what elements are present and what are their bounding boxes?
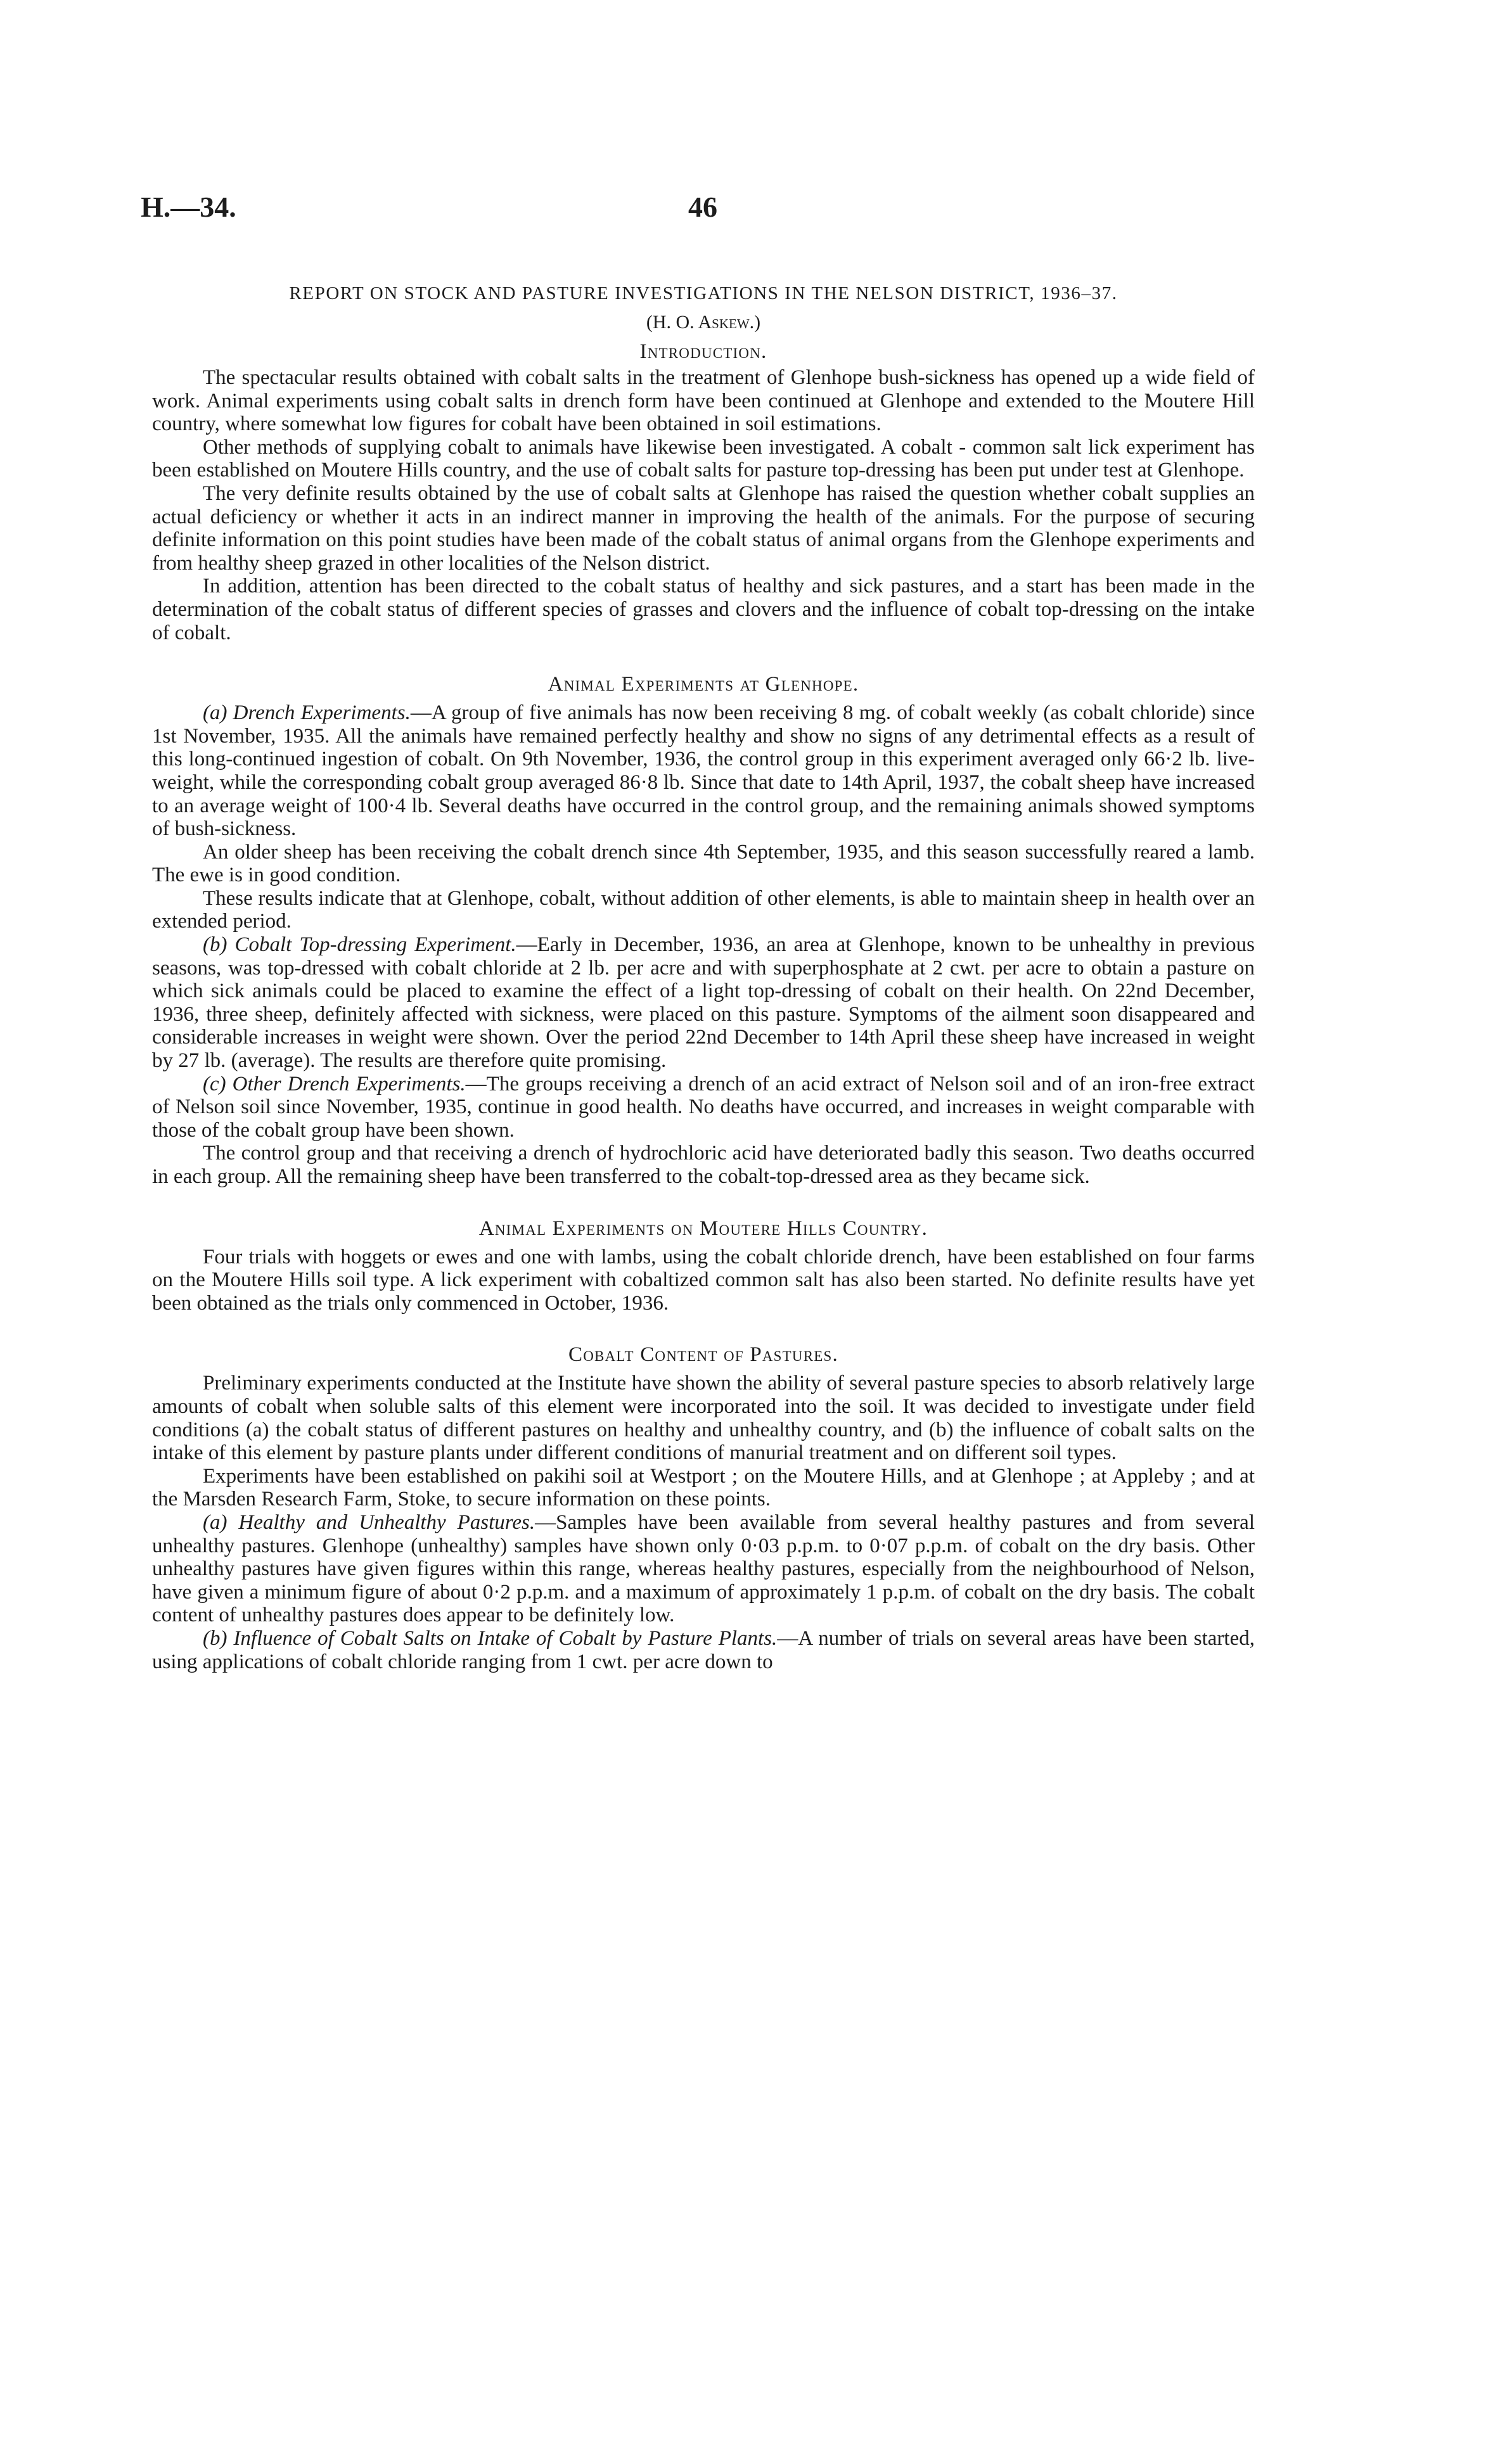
paragraph: The control group and that receiving a drench of hydrochloric acid have deteriorated badly this season. Two deaths occurred in each group. All the remaining sheep have been transferred to the cobalt-top-dressed area as they became sick. (152, 1142, 1255, 1188)
paragraph-text: —The groups receiving a drench of an acid extract of Nelson soil and of an iron-free extract of Nelson soil since November, 1935, continue in good health. No deaths have occurred, and increases in weight comparable with those of the cobalt group have been shown. (152, 1072, 1255, 1142)
report-title: REPORT ON STOCK AND PASTURE INVESTIGATIONS IN THE NELSON DISTRICT, 1936–37. (289, 283, 1118, 303)
paragraph: The very definite results obtained by the use of cobalt salts at Glenhope has raised the question whether cobalt supplies an actual deficiency or whether it acts in an indirect manner in improving the health of the animals. For the purpose of securing definite information on this point studies have been made of the cobalt status of animal organs from the Glenhope experiments and from healthy sheep grazed in other localities of the Nelson district. (152, 482, 1255, 575)
page-number: 46 (688, 191, 717, 223)
paragraph-lead: (a) Healthy and Unhealthy Pastures. (203, 1510, 535, 1534)
paragraph: An older sheep has been receiving the cobalt drench since 4th September, 1935, and this season successfully reared a lamb. The ewe is in good condition. (152, 840, 1255, 887)
paragraph-other-drench-experiments (152, 1073, 1255, 1142)
paragraph-text: —A number of trials on several areas have been started, using applications of cobalt chloride ranging from 1 cwt. per acre down to (152, 1626, 1255, 1673)
paragraph-healthy-unhealthy-pastures (152, 1511, 1255, 1627)
paragraph-lead: (c) Other Drench Experiments. (203, 1072, 466, 1095)
section-heading-introduction: Introduction. (639, 340, 767, 363)
author-line: (H. O. Askew.) (646, 312, 761, 333)
paragraph-lead: (b) Influence of Cobalt Salts on Intake of Cobalt by Pasture Plants. (203, 1626, 778, 1650)
paragraph: These results indicate that at Glenhope, cobalt, without addition of other elements, is able to maintain sheep in health over an extended period. (152, 886, 1255, 933)
report-reference: H.—34. (141, 191, 236, 223)
document-body (152, 279, 1255, 1673)
paragraph-top-dressing-experiment (152, 933, 1255, 1073)
paragraph-text: —A group of five animals has now been receiving 8 mg. of cobalt weekly (as cobalt chloride) since 1st November, 1935. All the animals have remained perfectly healthy and show no signs of any detrimental effects as a result of this long-continued ingestion of cobalt. On 9th November, 1936, the control group in this experiment averaged only 66·2 lb. live-weight, while the corresponding cobalt group averaged 86·8 lb. Since that date to 14th April, 1937, the cobalt sheep have increased to an average weight of 100·4 lb. Several deaths have occurred in the control group, and the remaining animals showed symptoms of bush-sickness. (152, 701, 1255, 841)
paragraph-drench-experiments (152, 701, 1255, 841)
section-heading-glenhope: Animal Experiments at Glenhope. (548, 673, 859, 696)
paragraph: The spectacular results obtained with cobalt salts in the treatment of Glenhope bush-sickness has opened up a wide field of work. Animal experiments using cobalt salts in drench form have been continued at Glenhope and extended to the Moutere Hill country, where somewhat low figures for cobalt have been obtained in soil estimations. (152, 366, 1255, 436)
paragraph: In addition, attention has been directed to the cobalt status of healthy and sick pastures, and a start has been made in the determination of the cobalt status of different species of grasses and clovers and the influence of cobalt top-dressing on the intake of cobalt. (152, 575, 1255, 644)
paragraph-influence-of-cobalt-salts (152, 1627, 1255, 1673)
section-heading-moutere-hills: Animal Experiments on Moutere Hills Country. (478, 1216, 928, 1240)
paragraph: Other methods of supplying cobalt to animals have likewise been investigated. A cobalt - common salt lick experiment has been established on Moutere Hills country, and the use of cobalt salts for pasture top-dressing has been put under test at Glenhope. (152, 435, 1255, 482)
paragraph-lead: (b) Cobalt Top-dressing Experiment. (203, 933, 516, 957)
paragraph: Preliminary experiments conducted at the Institute have shown the ability of several pasture species to absorb relatively large amounts of cobalt when soluble salts of this element were incorporated into the soil. It was decided to investigate under field conditions (a) the cobalt status of different pastures on healthy and unhealthy country, and (b) the influence of cobalt salts on the intake of this element by pasture plants under different conditions of manurial treatment and on different soil types. (152, 1372, 1255, 1465)
paragraph-text: —Samples have been available from several healthy pastures and from several unhealthy pastures. Glenhope (unhealthy) samples have shown only 0·03 p.p.m. to 0·07 p.p.m. of cobalt on the dry basis. Other unhealthy pastures have given figures within this range, whereas healthy pastures, especially from the neighbourhood of Nelson, have given a minimum figure of about 0·2 p.p.m. and a maximum of approximately 1 p.p.m. of cobalt on the dry basis. The cobalt content of unhealthy pastures does appear to be definitely low. (152, 1510, 1255, 1627)
section-heading-cobalt-content: Cobalt Content of Pastures. (568, 1343, 838, 1367)
paragraph-lead: (a) Drench Experiments. (203, 701, 411, 725)
paragraph: Four trials with hoggets or ewes and one with lambs, using the cobalt chloride drench, have been established on four farms on the Moutere Hills soil type. A lick experiment with cobaltized common salt has also been started. No definite results have yet been obtained as the trials only commenced in October, 1936. (152, 1245, 1255, 1315)
paragraph-text: —Early in December, 1936, an area at Glenhope, known to be unhealthy in previous seasons, was top-dressed with cobalt chloride at 2 lb. per acre and with superphosphate at 2 cwt. per acre to obtain a pasture on which sick animals could be placed to examine the effect of a light top-dressing of cobalt on their health. On 22nd December, 1936, three sheep, definitely affected with sickness, were placed on this pasture. Symptoms of the ailment soon disappeared and considerable increases in weight were shown. Over the period 22nd December to 14th April these sheep have increased in weight by 27 lb. (average). The results are therefore quite promising. (152, 933, 1255, 1073)
paragraph: Experiments have been established on pakihi soil at Westport ; on the Moutere Hills, and at Glenhope ; at Appleby ; and at the Marsden Research Farm, Stoke, to secure information on these points. (152, 1464, 1255, 1511)
